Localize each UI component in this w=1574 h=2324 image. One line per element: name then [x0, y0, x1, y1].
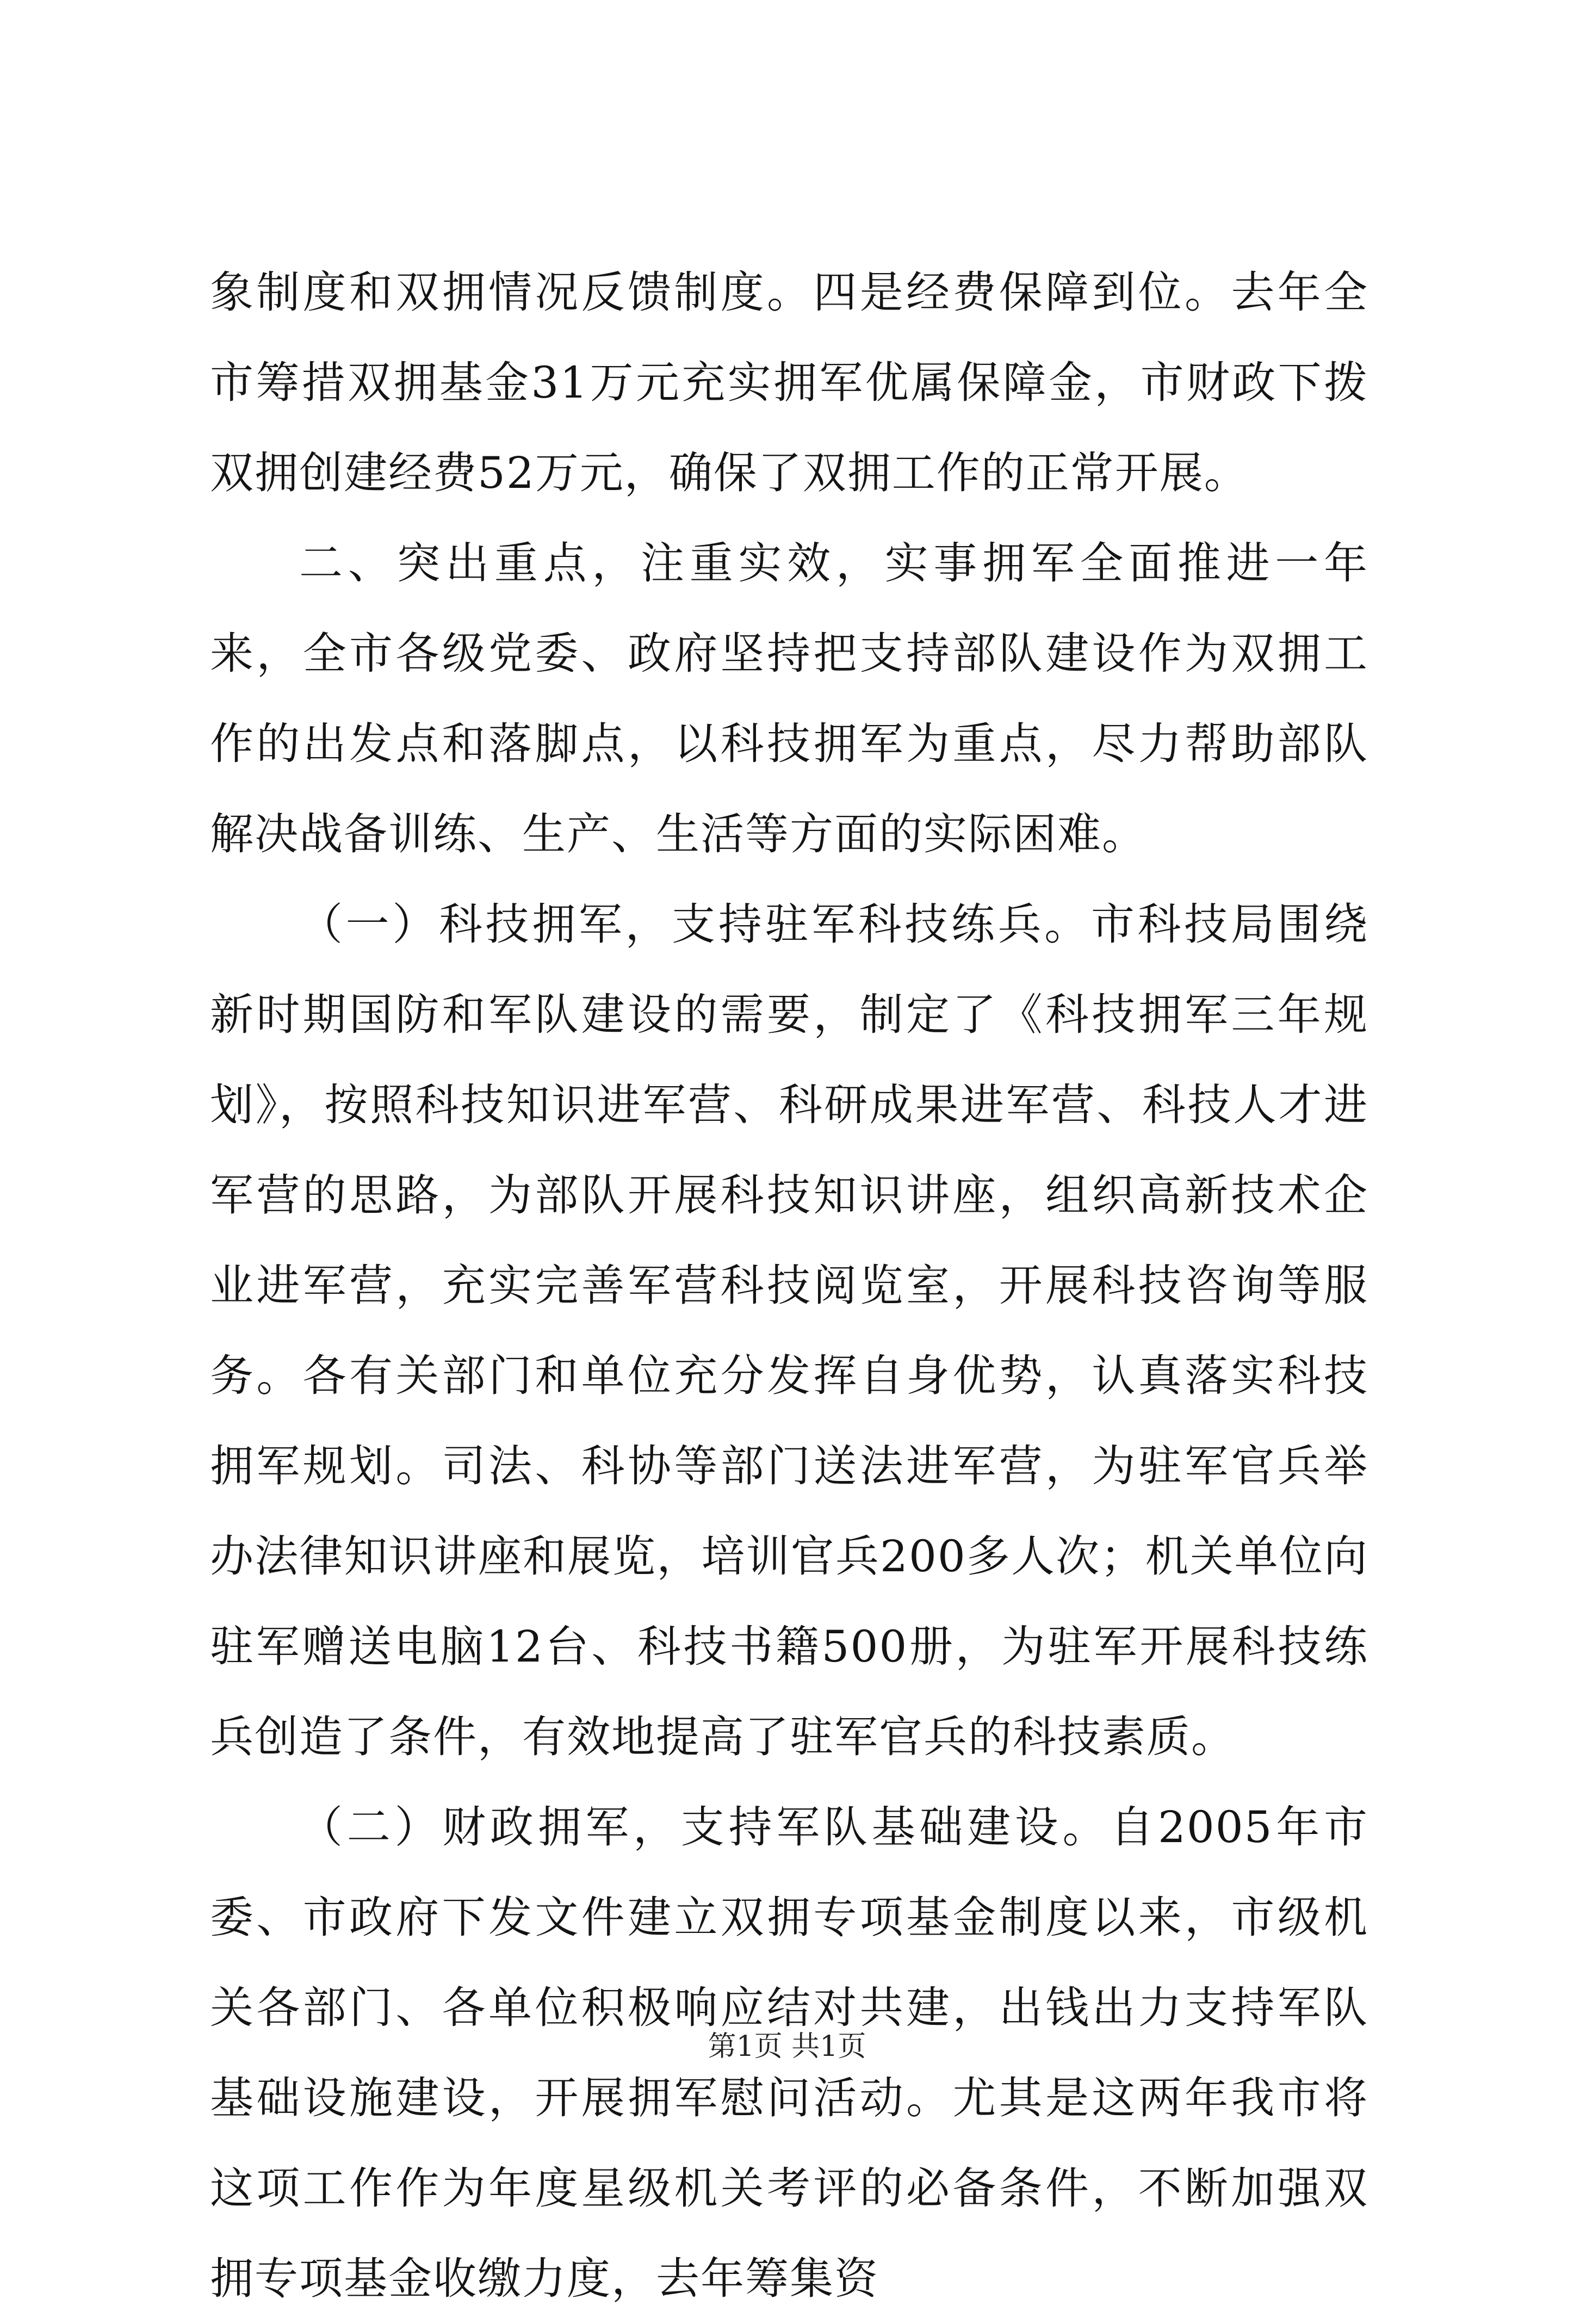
- paragraph-subsection-two: （二）财政拥军，支持军队基础建设。自2005年市委、市政府下发文件建立双拥专项基金制度以来，市级机关各部门、各单位积极响应结对共建，出钱出力支持军队基础设施建设，开展拥军慰问活动。尤其是这两年我市将这项工作作为年度星级机关考评的必备条件，不断加强双拥专项基金收缴力度，去年筹集资: [210, 1802, 1368, 2304]
- paragraph-subsection-one: （一）科技拥军，支持驻军科技练兵。市科技局围绕新时期国防和军队建设的需要，制定了《科技拥军三年规划》，按照科技知识进军营、科研成果进军营、科技人才进军营的思路，为部队开展科技知识讲座，组织高新技术企业进军营，充实完善军营科技阅览室，开展科技咨询等服务。各有关部门和单位充分发挥自身优势，认真落实科技拥军规划。司法、科协等部门送法进军营，为驻军官兵举办法律知识讲座和展览，培训官兵200多人次；机关单位向驻军赠送电脑12台、科技书籍500册，为驻军开展科技练兵创造了条件，有效地提高了驻军官兵的科技素质。: [210, 899, 1368, 1762]
- paragraph-section-two: 二、突出重点，注重实效，实事拥军全面推进一年来，全市各级党委、政府坚持把支持部队建设作为双拥工作的出发点和落脚点，以科技拥军为重点，尽力帮助部队解决战备训练、生产、生活等方面的实际困难。: [210, 538, 1368, 859]
- document-body: [210, 247, 1368, 2324]
- page-number-footer: 第1页 共1页: [708, 2030, 866, 2063]
- paragraph-continuation: 象制度和双拥情况反馈制度。四是经费保障到位。去年全市筹措双拥基金31万元充实拥军优属保障金，市财政下拨双拥创建经费52万元，确保了双拥工作的正常开展。: [210, 267, 1368, 498]
